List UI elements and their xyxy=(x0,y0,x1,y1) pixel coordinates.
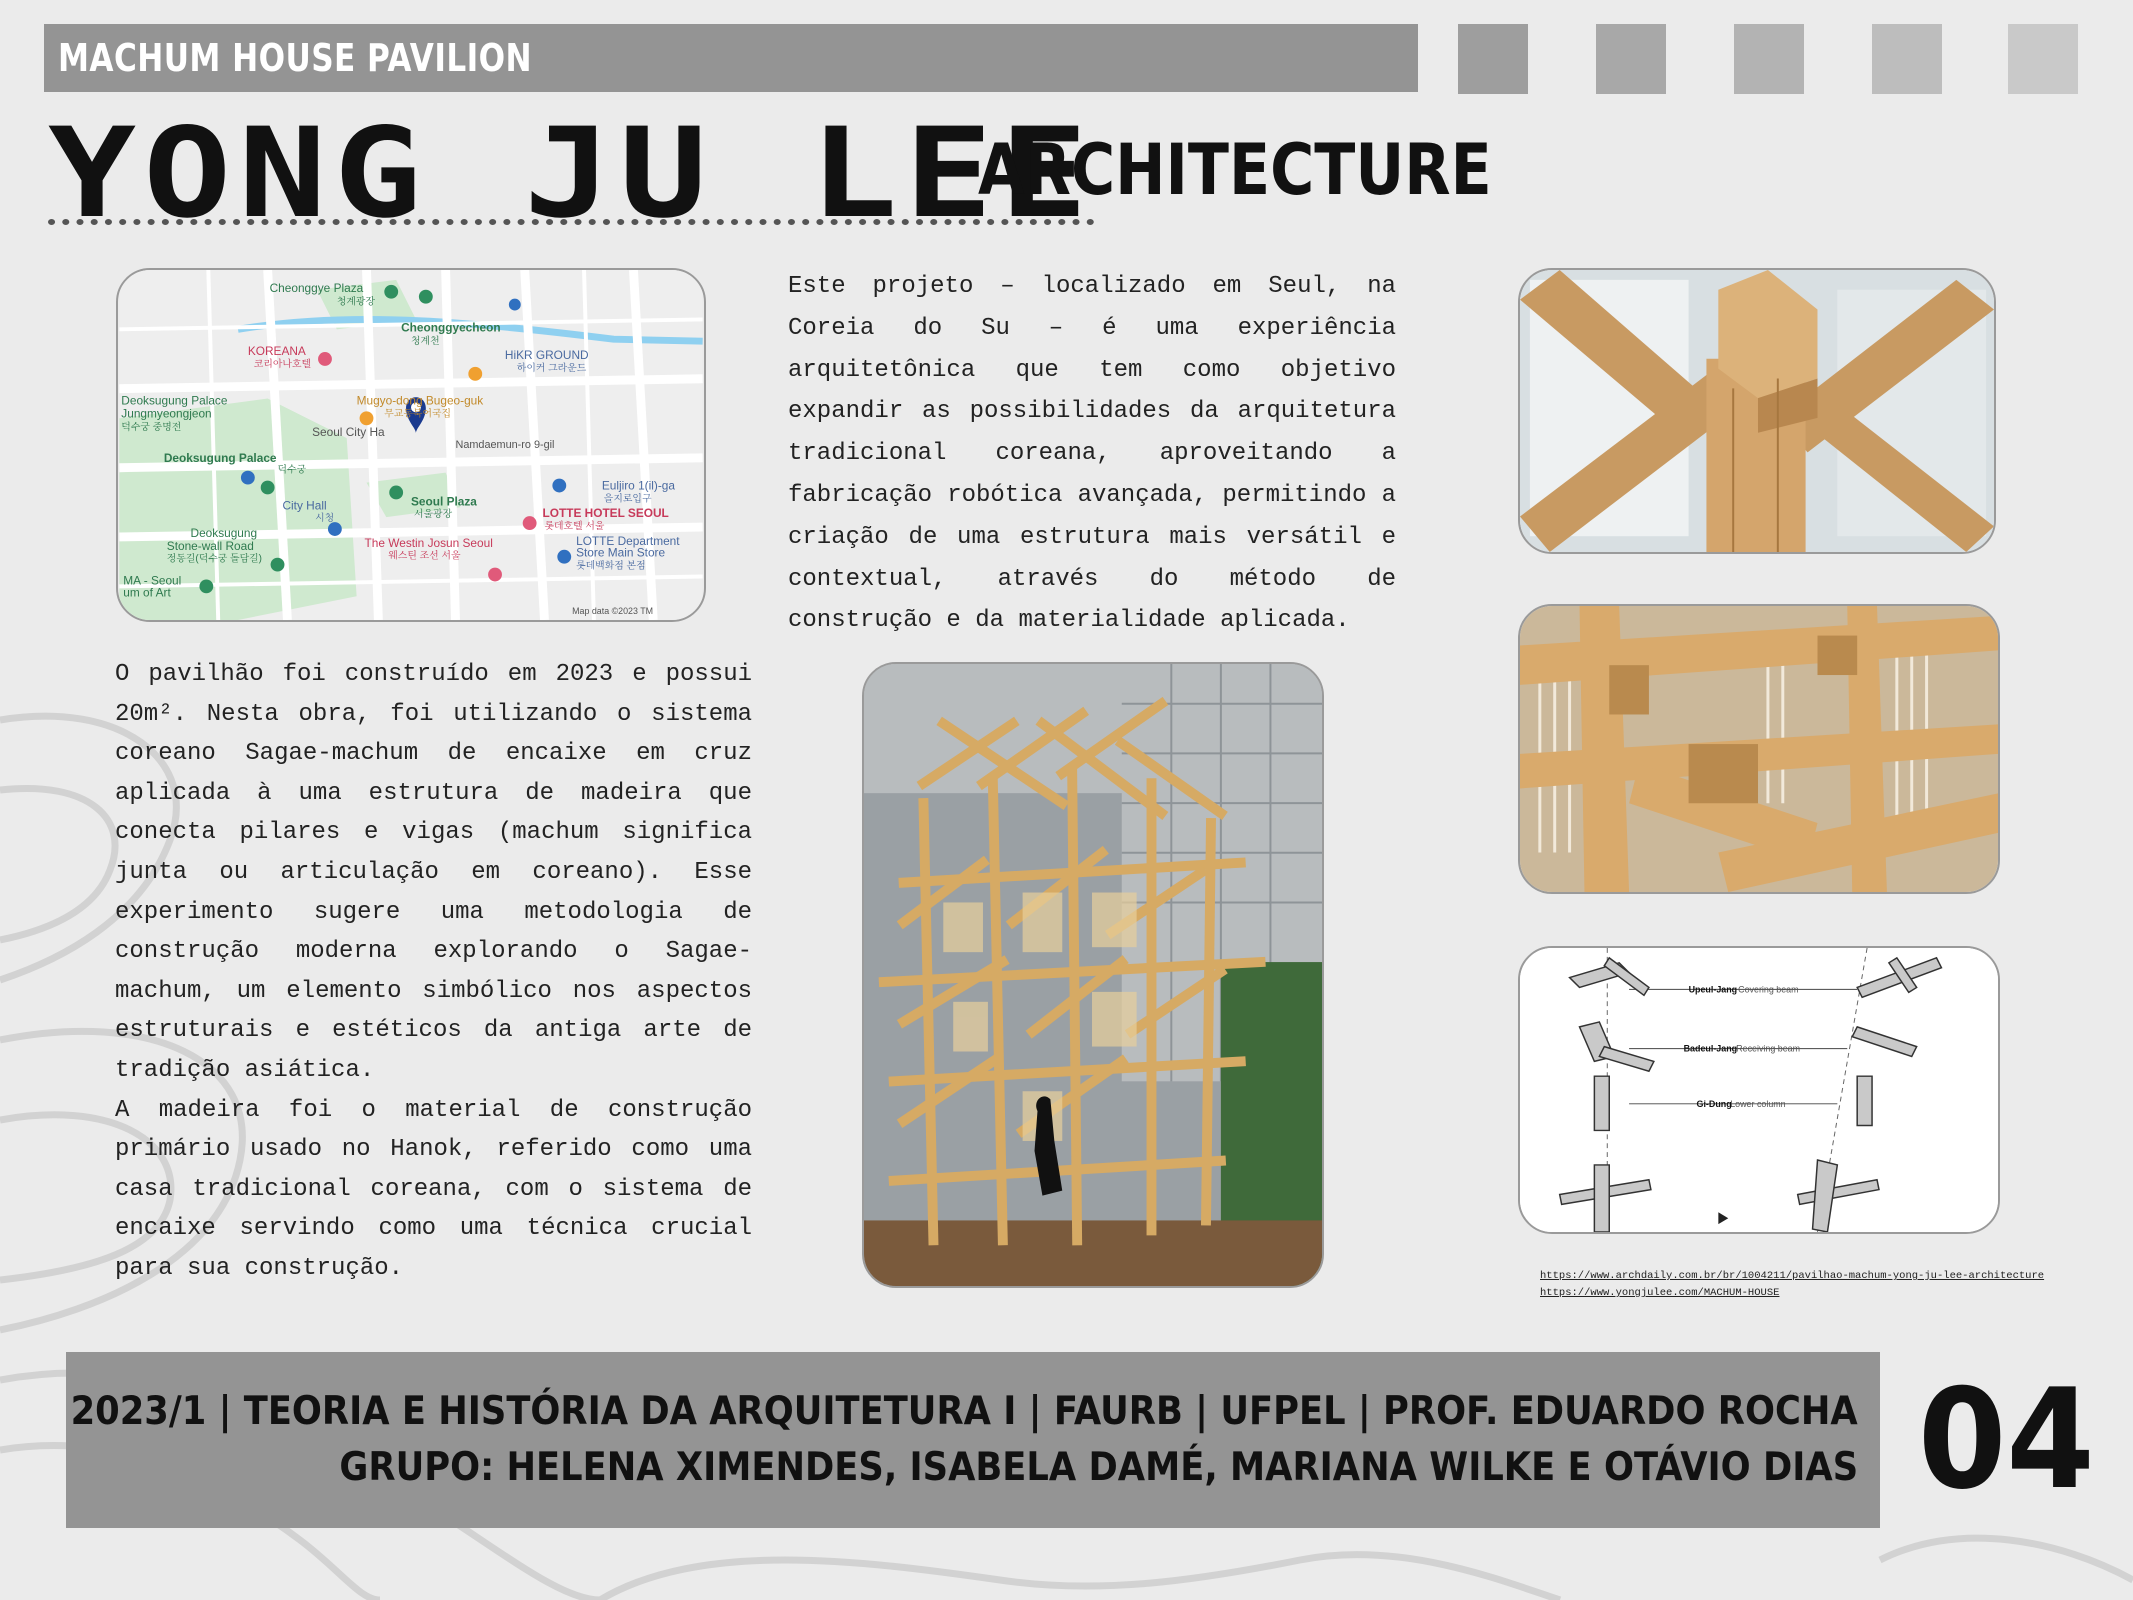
svg-text:um of Art: um of Art xyxy=(123,585,171,600)
reference-link-1[interactable]: https://www.archdaily.com.br/br/1004211/pavilhao-machum-yong-ju-lee-architecture xyxy=(1540,1270,2045,1282)
svg-text:Receiving beam: Receiving beam xyxy=(1736,1043,1801,1054)
title-bar xyxy=(44,24,1418,92)
svg-text:Jungmyeongjeon: Jungmyeongjeon xyxy=(121,406,212,421)
svg-text:Namdaemun-ro 9-gil: Namdaemun-ro 9-gil xyxy=(455,438,555,451)
structure-detail-photo xyxy=(1518,604,2000,894)
body-paragraph-2: A madeira foi o material de construção primário usado no Hanok, referido como uma casa tradicional coreana, com o sistema de encaixe servindo como uma técnica crucial para sua construção. xyxy=(115,1096,752,1282)
svg-text:HiKR GROUND: HiKR GROUND xyxy=(504,347,589,362)
svg-text:청계광장: 청계광장 xyxy=(336,296,376,308)
svg-text:Deoksugung: Deoksugung xyxy=(190,525,258,540)
header-square-4 xyxy=(1872,24,1942,94)
svg-text:무교동북어국집: 무교동북어국집 xyxy=(384,408,452,420)
joint-diagram xyxy=(1518,946,2000,1234)
svg-text:MA - Seoul: MA - Seoul xyxy=(123,573,182,588)
architect-subtitle: ARCHITECTURE xyxy=(978,129,1492,211)
group-members: GRUPO: HELENA XIMENDES, ISABELA DAMÉ, MARIANA WILKE E OTÁVIO DIAS xyxy=(339,1445,1858,1490)
header-square-5 xyxy=(2008,24,2078,94)
svg-text:Upeul-Jang: Upeul-Jang xyxy=(1688,984,1738,995)
svg-text:롯데호텔 서울: 롯데호텔 서울 xyxy=(544,521,605,533)
map-illustration xyxy=(118,270,704,620)
svg-text:Deoksugung Palace: Deoksugung Palace xyxy=(163,450,277,465)
header-square-1 xyxy=(1458,24,1528,94)
svg-text:코리아나호텔: 코리아나호텔 xyxy=(253,358,312,370)
svg-text:정동길(덕수궁 돌담길): 정동길(덕수궁 돌담길) xyxy=(166,553,262,565)
body-paragraph-1: O pavilhão foi construído em 2023 e possui 20m². Nesta obra, foi utilizando o sistema coreano Sagae-machum de encaixe em cruz aplicada à uma estrutura de madeira que conecta pilares e vigas (machum significa junta ou articulação em coreano). Esse experimento sugere uma metodologia de construção moderna explorando o Sagae-machum, um elemento simbólico nos aspectos estruturais e estéticos da antiga arte de tradição asiática. xyxy=(115,661,752,1084)
svg-text:LOTTE Department: LOTTE Department xyxy=(576,533,680,548)
svg-text:청계천: 청계천 xyxy=(411,336,440,348)
header-square-3 xyxy=(1734,24,1804,94)
svg-text:Covering beam: Covering beam xyxy=(1738,984,1799,995)
header-square-2 xyxy=(1596,24,1666,94)
joint-detail-photo xyxy=(1518,268,1996,554)
svg-text:덕수궁: 덕수궁 xyxy=(277,464,307,476)
footer-bar xyxy=(66,1352,1880,1528)
svg-text:Stone-wall Road: Stone-wall Road xyxy=(166,538,254,553)
svg-text:Map data ©2023 TM: Map data ©2023 TM xyxy=(572,606,654,617)
svg-text:하이커 그라운드: 하이커 그라운드 xyxy=(516,362,587,374)
intro-paragraph: Este projeto – localizado em Seul, na Coreia do Su – é uma experiência arquitetônica que tem como objetivo expandir as possibilidades da arquitetura tradicional coreana, aproveitando a fabricação robótica avançada, permitindo a criação de uma estrutura mais versátil e contextual, através do método de construção e da materialidade aplicada. xyxy=(788,273,1396,635)
svg-text:Badeul-Jang: Badeul-Jang xyxy=(1683,1043,1738,1054)
svg-text:웨스틴 조선 서울: 웨스틴 조선 서울 xyxy=(388,550,461,562)
references xyxy=(1540,1268,2044,1302)
svg-text:Mugyo-dong Bugeo-guk: Mugyo-dong Bugeo-guk xyxy=(356,393,484,408)
page-title: MACHUM HOUSE PAVILION xyxy=(58,36,532,80)
svg-text:롯데백화점 본점: 롯데백화점 본점 xyxy=(576,560,646,572)
svg-text:Cheonggyecheon: Cheonggyecheon xyxy=(401,320,501,335)
body-text xyxy=(115,655,752,1289)
svg-text:Store Main Store: Store Main Store xyxy=(576,545,666,560)
svg-text:Seoul Plaza: Seoul Plaza xyxy=(411,494,477,509)
svg-text:Lower column: Lower column xyxy=(1730,1098,1786,1109)
svg-text:덕수궁 중명전: 덕수궁 중명전 xyxy=(121,422,182,434)
course-info: 2023/1 | TEORIA E HISTÓRIA DA ARQUITETURA I | FAURB | UFPEL | PROF. EDUARDO ROCHA xyxy=(70,1389,1858,1434)
location-map xyxy=(116,268,706,622)
svg-text:을지로입구: 을지로입구 xyxy=(603,493,652,505)
svg-text:Deoksugung Palace: Deoksugung Palace xyxy=(121,393,228,408)
svg-text:Cheonggye Plaza: Cheonggye Plaza xyxy=(269,280,364,295)
svg-text:The Westin Josun Seoul: The Westin Josun Seoul xyxy=(364,535,493,550)
svg-text:Seoul City Ha: Seoul City Ha xyxy=(312,425,385,440)
page-number: 04 xyxy=(1918,1359,2095,1520)
svg-text:LOTTE HOTEL SEOUL: LOTTE HOTEL SEOUL xyxy=(542,506,669,521)
architect-name: YONG JU LEE xyxy=(48,102,1095,246)
svg-text:시청: 시청 xyxy=(315,513,335,525)
svg-text:Gi-Dung: Gi-Dung xyxy=(1696,1098,1732,1109)
svg-text:KOREANA: KOREANA xyxy=(247,344,306,359)
svg-text:서울광장: 서울광장 xyxy=(413,509,453,521)
reference-link-2[interactable]: https://www.yongjulee.com/MACHUM-HOUSE xyxy=(1540,1287,1780,1299)
svg-text:Euljiro 1(il)-ga: Euljiro 1(il)-ga xyxy=(601,478,675,493)
svg-text:City Hall: City Hall xyxy=(282,498,327,513)
pavilion-photo xyxy=(862,662,1324,1288)
